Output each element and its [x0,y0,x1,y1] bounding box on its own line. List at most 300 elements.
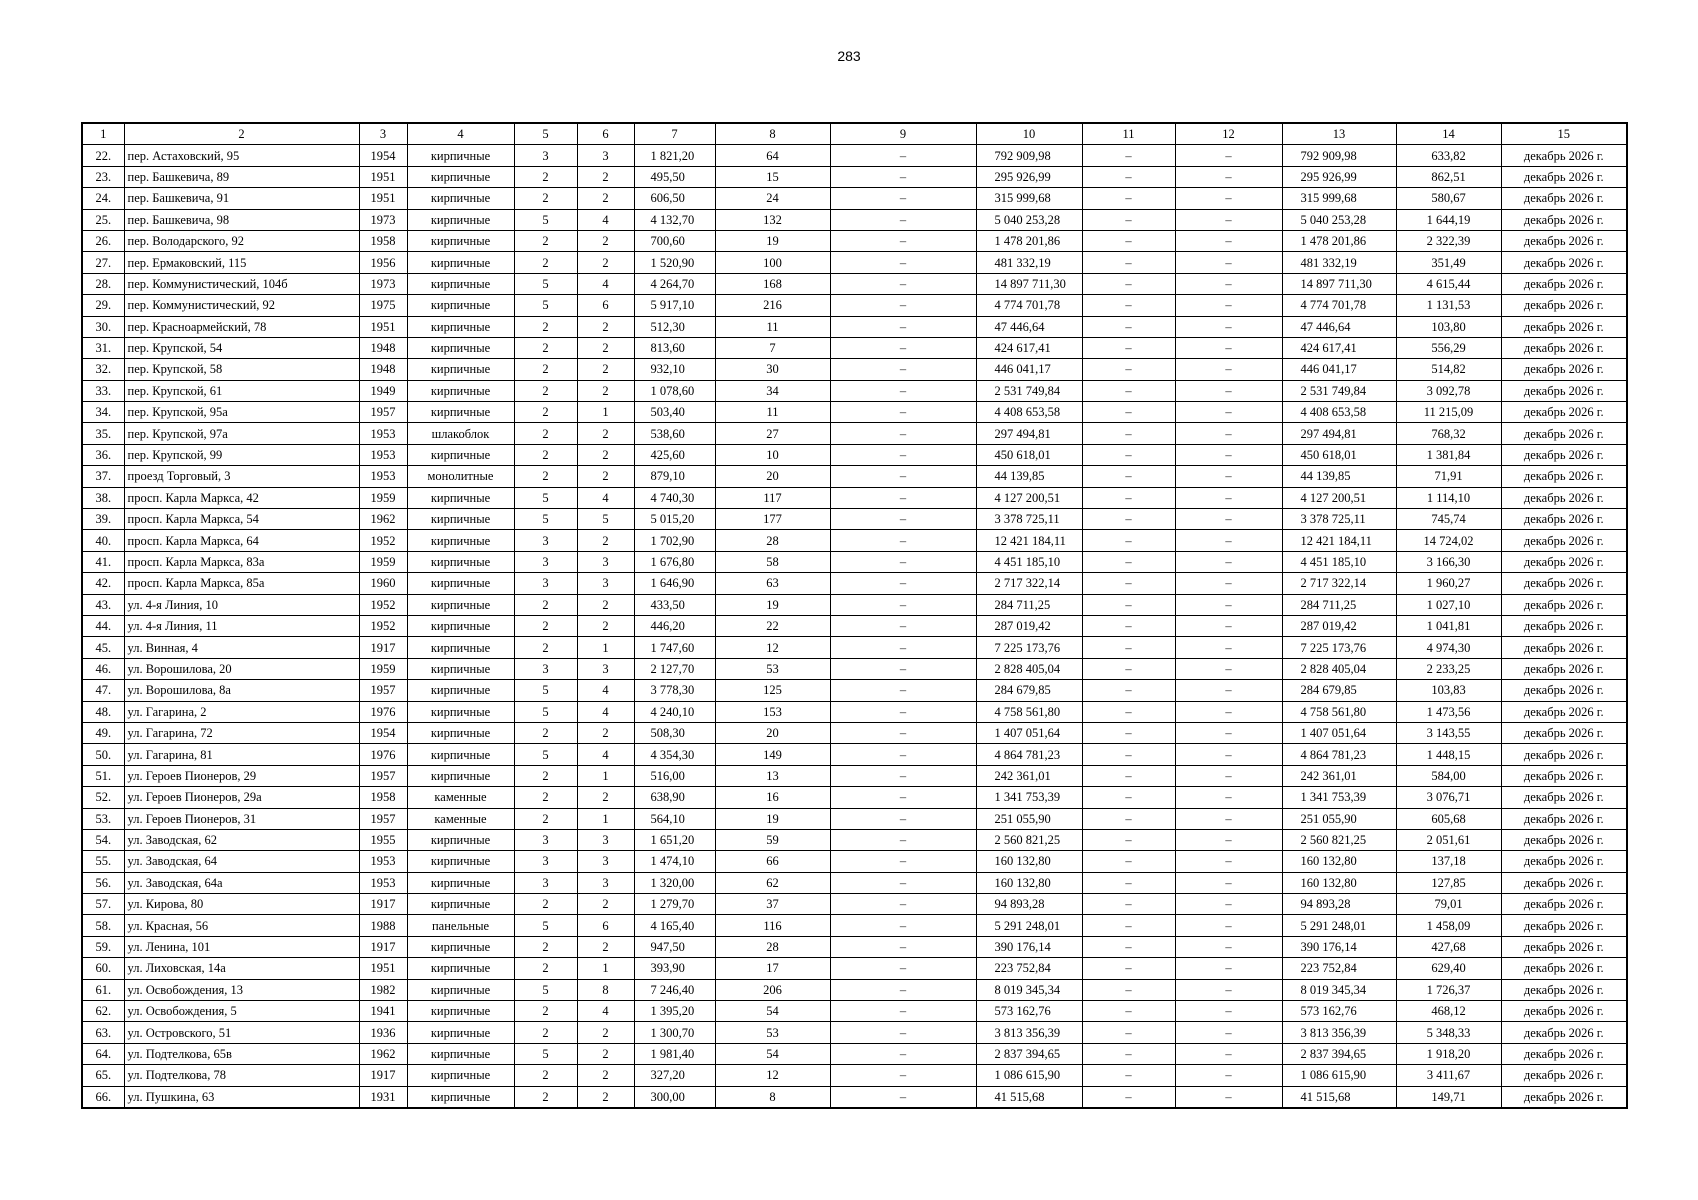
cell-floors: 2 [514,337,577,358]
cell-address: пер. Крупской, 99 [124,444,359,465]
column-header-2: 2 [124,123,359,145]
cell-row-number: 48. [82,701,124,722]
cell-col-9: – [830,872,976,893]
cell-col-11: – [1082,402,1175,423]
cell-area: 947,50 [634,936,715,957]
cell-cost-per-unit: 103,80 [1396,316,1501,337]
cell-cost-per-unit: 427,68 [1396,936,1501,957]
cell-area: 1 300,70 [634,1022,715,1043]
cell-row-number: 22. [82,145,124,166]
cell-row-number: 38. [82,487,124,508]
cell-cost: 5 291 248,01 [976,915,1082,936]
cell-entrances: 6 [577,295,634,316]
cell-year-built: 1957 [359,680,407,701]
cell-cost: 1 086 615,90 [976,1065,1082,1086]
cell-year-built: 1957 [359,808,407,829]
cell-col-12: – [1175,273,1282,294]
cell-wall-material: кирпичные [407,402,514,423]
cell-col-11: – [1082,915,1175,936]
cell-residents: 149 [715,744,830,765]
cell-deadline: декабрь 2026 г. [1501,894,1627,915]
cell-year-built: 1917 [359,894,407,915]
table-row [82,166,1627,187]
cell-area: 1 821,20 [634,145,715,166]
cell-area: 638,90 [634,787,715,808]
cell-cost-per-unit: 745,74 [1396,509,1501,530]
cell-area: 1 395,20 [634,1001,715,1022]
table-row [82,295,1627,316]
cell-cost: 2 717 322,14 [976,573,1082,594]
cell-deadline: декабрь 2026 г. [1501,530,1627,551]
cell-row-number: 50. [82,744,124,765]
cell-col-12: – [1175,1001,1282,1022]
cell-col-12: – [1175,1086,1282,1108]
cell-cost: 284 711,25 [976,594,1082,615]
cell-deadline: декабрь 2026 г. [1501,209,1627,230]
cell-col-12: – [1175,402,1282,423]
cell-row-number: 40. [82,530,124,551]
cell-total-cost: 450 618,01 [1282,444,1396,465]
column-header-11: 11 [1082,123,1175,145]
cell-address: ул. Героев Пионеров, 31 [124,808,359,829]
cell-col-11: – [1082,295,1175,316]
cell-cost: 573 162,76 [976,1001,1082,1022]
cell-row-number: 55. [82,851,124,872]
cell-area: 495,50 [634,166,715,187]
cell-entrances: 3 [577,658,634,679]
cell-residents: 54 [715,1043,830,1064]
cell-floors: 5 [514,487,577,508]
cell-col-12: – [1175,530,1282,551]
cell-wall-material: каменные [407,787,514,808]
cell-residents: 7 [715,337,830,358]
cell-address: пер. Башкевича, 89 [124,166,359,187]
cell-cost-per-unit: 3 143,55 [1396,722,1501,743]
cell-cost-per-unit: 3 092,78 [1396,380,1501,401]
table-row [82,1086,1627,1108]
table-row [82,958,1627,979]
cell-year-built: 1931 [359,1086,407,1108]
cell-residents: 17 [715,958,830,979]
cell-residents: 206 [715,979,830,1000]
cell-entrances: 2 [577,359,634,380]
cell-address: ул. Подтелкова, 78 [124,1065,359,1086]
table-row [82,573,1627,594]
cell-col-9: – [830,658,976,679]
table-row [82,380,1627,401]
cell-year-built: 1952 [359,594,407,615]
cell-deadline: декабрь 2026 г. [1501,466,1627,487]
cell-col-12: – [1175,808,1282,829]
cell-row-number: 66. [82,1086,124,1108]
cell-cost-per-unit: 149,71 [1396,1086,1501,1108]
cell-address: просп. Карла Маркса, 42 [124,487,359,508]
cell-cost-per-unit: 1 114,10 [1396,487,1501,508]
cell-total-cost: 1 086 615,90 [1282,1065,1396,1086]
cell-floors: 2 [514,316,577,337]
cell-row-number: 30. [82,316,124,337]
cell-col-11: – [1082,658,1175,679]
cell-deadline: декабрь 2026 г. [1501,936,1627,957]
cell-area: 7 246,40 [634,979,715,1000]
cell-col-9: – [830,851,976,872]
cell-cost: 14 897 711,30 [976,273,1082,294]
cell-cost-per-unit: 351,49 [1396,252,1501,273]
cell-entrances: 8 [577,979,634,1000]
table-row [82,787,1627,808]
cell-floors: 5 [514,701,577,722]
cell-cost: 4 864 781,23 [976,744,1082,765]
cell-year-built: 1973 [359,209,407,230]
cell-wall-material: кирпичные [407,337,514,358]
cell-cost-per-unit: 137,18 [1396,851,1501,872]
cell-cost-per-unit: 2 051,61 [1396,829,1501,850]
cell-wall-material: кирпичные [407,230,514,251]
cell-row-number: 45. [82,637,124,658]
cell-area: 2 127,70 [634,658,715,679]
cell-total-cost: 4 864 781,23 [1282,744,1396,765]
cell-floors: 2 [514,787,577,808]
cell-floors: 2 [514,808,577,829]
cell-cost-per-unit: 71,91 [1396,466,1501,487]
cell-row-number: 53. [82,808,124,829]
cell-col-12: – [1175,936,1282,957]
cell-deadline: декабрь 2026 г. [1501,551,1627,572]
cell-entrances: 4 [577,1001,634,1022]
cell-cost-per-unit: 584,00 [1396,765,1501,786]
cell-col-12: – [1175,722,1282,743]
cell-year-built: 1975 [359,295,407,316]
cell-area: 5 917,10 [634,295,715,316]
cell-address: ул. Героев Пионеров, 29 [124,765,359,786]
cell-residents: 10 [715,444,830,465]
table-row [82,188,1627,209]
cell-col-12: – [1175,615,1282,636]
cell-wall-material: кирпичные [407,145,514,166]
cell-col-11: – [1082,765,1175,786]
cell-residents: 58 [715,551,830,572]
cell-deadline: декабрь 2026 г. [1501,787,1627,808]
cell-col-11: – [1082,188,1175,209]
column-header-13: 13 [1282,123,1396,145]
cell-year-built: 1951 [359,188,407,209]
cell-address: пер. Красноармейский, 78 [124,316,359,337]
cell-col-12: – [1175,573,1282,594]
cell-floors: 2 [514,958,577,979]
cell-cost: 41 515,68 [976,1086,1082,1108]
cell-entrances: 2 [577,337,634,358]
cell-cost-per-unit: 605,68 [1396,808,1501,829]
cell-entrances: 3 [577,851,634,872]
cell-col-11: – [1082,1043,1175,1064]
cell-col-12: – [1175,380,1282,401]
cell-entrances: 2 [577,615,634,636]
cell-address: ул. Подтелкова, 65в [124,1043,359,1064]
cell-wall-material: шлакоблок [407,423,514,444]
cell-col-11: – [1082,337,1175,358]
cell-cost: 3 813 356,39 [976,1022,1082,1043]
cell-row-number: 42. [82,573,124,594]
cell-wall-material: кирпичные [407,380,514,401]
cell-address: просп. Карла Маркса, 85а [124,573,359,594]
table-row [82,851,1627,872]
cell-deadline: декабрь 2026 г. [1501,380,1627,401]
cell-entrances: 2 [577,787,634,808]
cell-col-9: – [830,829,976,850]
cell-row-number: 36. [82,444,124,465]
cell-col-11: – [1082,744,1175,765]
cell-cost-per-unit: 1 027,10 [1396,594,1501,615]
cell-year-built: 1954 [359,145,407,166]
column-header-12: 12 [1175,123,1282,145]
cell-deadline: декабрь 2026 г. [1501,872,1627,893]
cell-cost-per-unit: 468,12 [1396,1001,1501,1022]
cell-col-11: – [1082,444,1175,465]
cell-total-cost: 297 494,81 [1282,423,1396,444]
cell-deadline: декабрь 2026 г. [1501,337,1627,358]
cell-floors: 2 [514,1001,577,1022]
cell-col-11: – [1082,209,1175,230]
cell-entrances: 5 [577,509,634,530]
column-header-5: 5 [514,123,577,145]
cell-address: пер. Крупской, 58 [124,359,359,380]
cell-cost-per-unit: 4 974,30 [1396,637,1501,658]
cell-year-built: 1953 [359,872,407,893]
cell-floors: 5 [514,509,577,530]
cell-floors: 2 [514,166,577,187]
table-row [82,936,1627,957]
cell-wall-material: кирпичные [407,166,514,187]
cell-address: ул. Винная, 4 [124,637,359,658]
cell-col-11: – [1082,808,1175,829]
cell-entrances: 4 [577,701,634,722]
cell-area: 4 264,70 [634,273,715,294]
cell-col-12: – [1175,765,1282,786]
cell-year-built: 1956 [359,252,407,273]
cell-wall-material: кирпичные [407,188,514,209]
cell-cost: 315 999,68 [976,188,1082,209]
cell-area: 446,20 [634,615,715,636]
table-row [82,894,1627,915]
cell-row-number: 26. [82,230,124,251]
table-row [82,273,1627,294]
cell-floors: 5 [514,744,577,765]
cell-area: 327,20 [634,1065,715,1086]
cell-year-built: 1982 [359,979,407,1000]
cell-row-number: 52. [82,787,124,808]
cell-col-12: – [1175,1065,1282,1086]
cell-cost: 7 225 173,76 [976,637,1082,658]
cell-residents: 11 [715,316,830,337]
cell-wall-material: каменные [407,808,514,829]
cell-deadline: декабрь 2026 г. [1501,637,1627,658]
cell-cost: 4 408 653,58 [976,402,1082,423]
cell-col-11: – [1082,680,1175,701]
cell-wall-material: кирпичные [407,295,514,316]
cell-col-12: – [1175,894,1282,915]
cell-wall-material: кирпичные [407,872,514,893]
cell-address: ул. Ленина, 101 [124,936,359,957]
table-row [82,444,1627,465]
cell-entrances: 2 [577,1043,634,1064]
table-row [82,594,1627,615]
cell-row-number: 27. [82,252,124,273]
cell-address: ул. Заводская, 62 [124,829,359,850]
cell-residents: 28 [715,530,830,551]
cell-area: 1 747,60 [634,637,715,658]
cell-floors: 2 [514,380,577,401]
cell-residents: 153 [715,701,830,722]
cell-col-9: – [830,701,976,722]
cell-year-built: 1951 [359,316,407,337]
cell-col-12: – [1175,444,1282,465]
cell-entrances: 2 [577,444,634,465]
cell-year-built: 1948 [359,337,407,358]
cell-col-9: – [830,466,976,487]
cell-cost-per-unit: 1 458,09 [1396,915,1501,936]
cell-col-9: – [830,979,976,1000]
column-header-6: 6 [577,123,634,145]
cell-area: 1 078,60 [634,380,715,401]
cell-floors: 3 [514,530,577,551]
cell-total-cost: 4 127 200,51 [1282,487,1396,508]
table-row [82,530,1627,551]
cell-year-built: 1952 [359,530,407,551]
cell-row-number: 25. [82,209,124,230]
cell-entrances: 2 [577,316,634,337]
cell-area: 1 279,70 [634,894,715,915]
cell-residents: 11 [715,402,830,423]
cell-col-11: – [1082,722,1175,743]
cell-address: ул. Островского, 51 [124,1022,359,1043]
cell-cost-per-unit: 1 041,81 [1396,615,1501,636]
cell-col-11: – [1082,829,1175,850]
cell-col-9: – [830,915,976,936]
cell-area: 813,60 [634,337,715,358]
cell-floors: 5 [514,915,577,936]
cell-entrances: 2 [577,894,634,915]
cell-row-number: 37. [82,466,124,487]
cell-total-cost: 41 515,68 [1282,1086,1396,1108]
cell-total-cost: 573 162,76 [1282,1001,1396,1022]
cell-cost-per-unit: 3 076,71 [1396,787,1501,808]
cell-total-cost: 481 332,19 [1282,252,1396,273]
cell-area: 5 015,20 [634,509,715,530]
cell-entrances: 2 [577,1022,634,1043]
cell-col-9: – [830,615,976,636]
cell-address: просп. Карла Маркса, 54 [124,509,359,530]
cell-residents: 28 [715,936,830,957]
cell-col-9: – [830,637,976,658]
cell-col-12: – [1175,423,1282,444]
cell-col-12: – [1175,230,1282,251]
cell-area: 3 778,30 [634,680,715,701]
cell-residents: 12 [715,637,830,658]
cell-address: просп. Карла Маркса, 64 [124,530,359,551]
cell-col-11: – [1082,166,1175,187]
cell-wall-material: кирпичные [407,722,514,743]
cell-col-9: – [830,1086,976,1108]
cell-cost: 2 531 749,84 [976,380,1082,401]
cell-year-built: 1957 [359,402,407,423]
cell-year-built: 1954 [359,722,407,743]
cell-year-built: 1962 [359,509,407,530]
table-header-row [82,123,1627,145]
cell-entrances: 4 [577,487,634,508]
cell-col-9: – [830,1001,976,1022]
cell-deadline: декабрь 2026 г. [1501,166,1627,187]
cell-entrances: 1 [577,637,634,658]
cell-col-11: – [1082,594,1175,615]
cell-row-number: 59. [82,936,124,957]
cell-row-number: 61. [82,979,124,1000]
cell-cost: 297 494,81 [976,423,1082,444]
cell-cost: 284 679,85 [976,680,1082,701]
cell-area: 1 646,90 [634,573,715,594]
cell-area: 508,30 [634,722,715,743]
cell-col-11: – [1082,979,1175,1000]
cell-address: пер. Ермаковский, 115 [124,252,359,273]
cell-floors: 2 [514,615,577,636]
table-row [82,829,1627,850]
cell-cost: 160 132,80 [976,872,1082,893]
cell-cost: 242 361,01 [976,765,1082,786]
table-row [82,979,1627,1000]
cell-total-cost: 4 774 701,78 [1282,295,1396,316]
cell-total-cost: 1 407 051,64 [1282,722,1396,743]
cell-area: 606,50 [634,188,715,209]
cell-row-number: 60. [82,958,124,979]
cell-col-12: – [1175,466,1282,487]
table-row [82,509,1627,530]
table-row [82,1043,1627,1064]
cell-deadline: декабрь 2026 г. [1501,359,1627,380]
cell-floors: 5 [514,209,577,230]
registry-table [81,122,1628,1109]
cell-col-9: – [830,744,976,765]
cell-wall-material: кирпичные [407,637,514,658]
cell-total-cost: 2 531 749,84 [1282,380,1396,401]
cell-col-9: – [830,252,976,273]
cell-entrances: 1 [577,402,634,423]
cell-cost: 251 055,90 [976,808,1082,829]
cell-total-cost: 284 711,25 [1282,594,1396,615]
cell-address: ул. 4-я Линия, 11 [124,615,359,636]
cell-deadline: декабрь 2026 г. [1501,658,1627,679]
cell-total-cost: 12 421 184,11 [1282,530,1396,551]
cell-address: ул. Героев Пионеров, 29а [124,787,359,808]
cell-year-built: 1958 [359,230,407,251]
cell-row-number: 24. [82,188,124,209]
cell-entrances: 2 [577,936,634,957]
cell-total-cost: 424 617,41 [1282,337,1396,358]
cell-residents: 125 [715,680,830,701]
cell-wall-material: кирпичные [407,1022,514,1043]
cell-cost-per-unit: 3 166,30 [1396,551,1501,572]
cell-area: 1 520,90 [634,252,715,273]
cell-col-9: – [830,273,976,294]
cell-cost-per-unit: 556,29 [1396,337,1501,358]
cell-col-9: – [830,594,976,615]
cell-col-11: – [1082,637,1175,658]
cell-total-cost: 3 378 725,11 [1282,509,1396,530]
cell-cost-per-unit: 103,83 [1396,680,1501,701]
cell-total-cost: 315 999,68 [1282,188,1396,209]
cell-total-cost: 2 837 394,65 [1282,1043,1396,1064]
cell-area: 1 651,20 [634,829,715,850]
cell-address: пер. Крупской, 97а [124,423,359,444]
cell-col-11: – [1082,252,1175,273]
